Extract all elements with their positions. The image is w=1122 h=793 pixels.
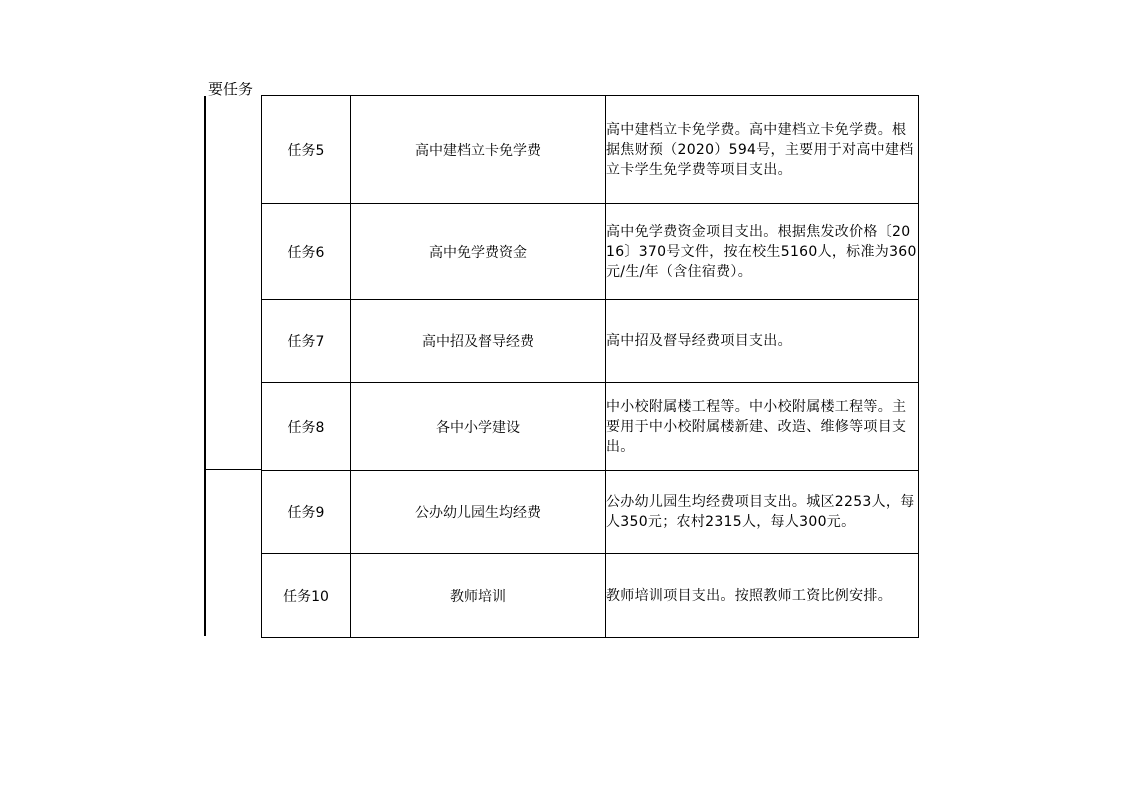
group-column-border <box>204 96 206 636</box>
task-description-cell <box>606 471 919 554</box>
task-table <box>261 95 919 638</box>
task-description-cell <box>606 96 919 204</box>
task-name-cell: 高中建档立卡免学费 <box>351 96 606 204</box>
task-description-text: 公办幼儿园生均经费项目支出。城区2253人，每人350元；农村2315人，每人300元。 <box>606 494 915 530</box>
task-description-cell <box>606 204 919 300</box>
task-id-cell: 任务8 <box>262 383 351 471</box>
task-id-cell: 任务9 <box>262 471 351 554</box>
table-row <box>262 96 919 204</box>
table-row <box>262 204 919 300</box>
task-description-cell <box>606 554 919 638</box>
task-name-cell: 教师培训 <box>351 554 606 638</box>
task-description-text: 中小校附属楼工程等。中小校附属楼工程等。主要用于中小校附属楼新建、改造、维修等项目支出。 <box>606 398 907 455</box>
task-description-text: 教师培训项目支出。按照教师工资比例安排。 <box>606 587 892 604</box>
task-description-cell <box>606 383 919 471</box>
task-name-cell: 公办幼儿园生均经费 <box>351 471 606 554</box>
task-name-cell: 高中招及督导经费 <box>351 300 606 383</box>
table-row <box>262 300 919 383</box>
task-id-cell: 任务10 <box>262 554 351 638</box>
group-label-text: 要任务 <box>208 82 254 96</box>
task-id-cell: 任务7 <box>262 300 351 383</box>
task-name-cell: 各中小学建设 <box>351 383 606 471</box>
task-id-cell: 任务6 <box>262 204 351 300</box>
task-description-text: 高中招及督导经费项目支出。 <box>606 333 792 349</box>
table-row <box>262 471 919 554</box>
task-description-text: 高中免学费资金项目支出。根据焦发改价格〔2016〕370号文件，按在校生5160人，标准为360元/生/年（含住宿费）。 <box>606 223 917 280</box>
group-divider-line <box>204 469 261 470</box>
task-description-cell <box>606 300 919 383</box>
task-description-text: 高中建档立卡免学费。高中建档立卡免学费。根据焦财预（2020）594号，主要用于对高中建档立卡学生免学费等项目支出。 <box>606 121 914 178</box>
task-id-cell: 任务5 <box>262 96 351 204</box>
task-name-cell: 高中免学费资金 <box>351 204 606 300</box>
table-row <box>262 554 919 638</box>
group-label-clipped <box>208 82 253 96</box>
table-row <box>262 383 919 471</box>
